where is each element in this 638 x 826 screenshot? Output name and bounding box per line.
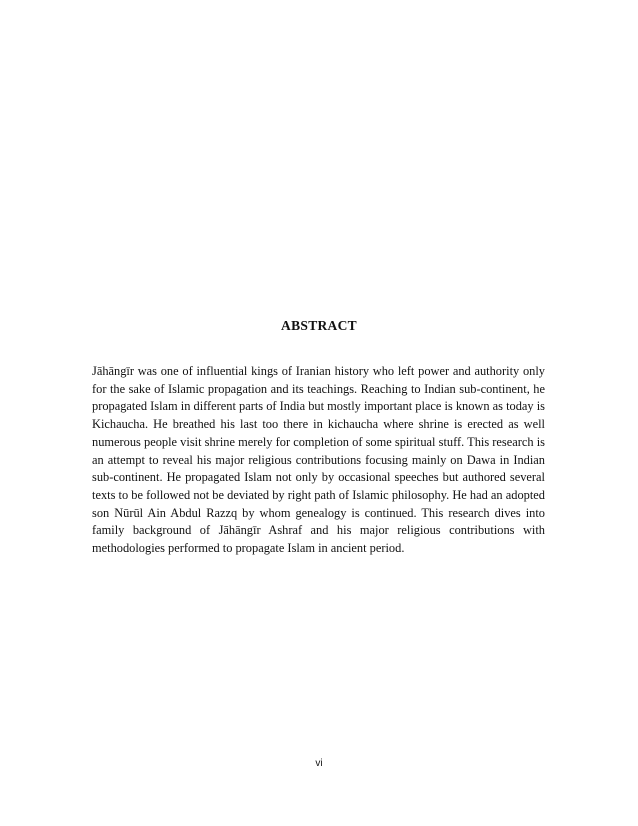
abstract-heading: ABSTRACT bbox=[281, 318, 357, 333]
page-number: vi bbox=[315, 758, 323, 769]
abstract-body: Jāhāngīr was one of influential kings of Iranian history who left power and authority only for the sake of Islamic propagation and its teachings. Reaching to Indian sub-continent, he propagated Islam in different parts of India but mostly important place is known as today is Kichaucha. He breathed his last too there in kichaucha where shrine is erected as well numerous people visit shrine merely for completion of some spiritual stuff. This research is an attempt to reveal his major religious contributions focusing mainly on Dawa in Indian sub-continent. He propagated Islam not only by occasional speeches but authored several texts to be followed not be deviated by right path of Islamic philosophy. He had an adopted son Nūrūl Ain Abdul Razzq by whom genealogy is continued. This research dives into family background of Jāhāngīr Ashraf and his major religious contributions with methodologies performed to propagate Islam in ancient period. bbox=[92, 364, 545, 556]
